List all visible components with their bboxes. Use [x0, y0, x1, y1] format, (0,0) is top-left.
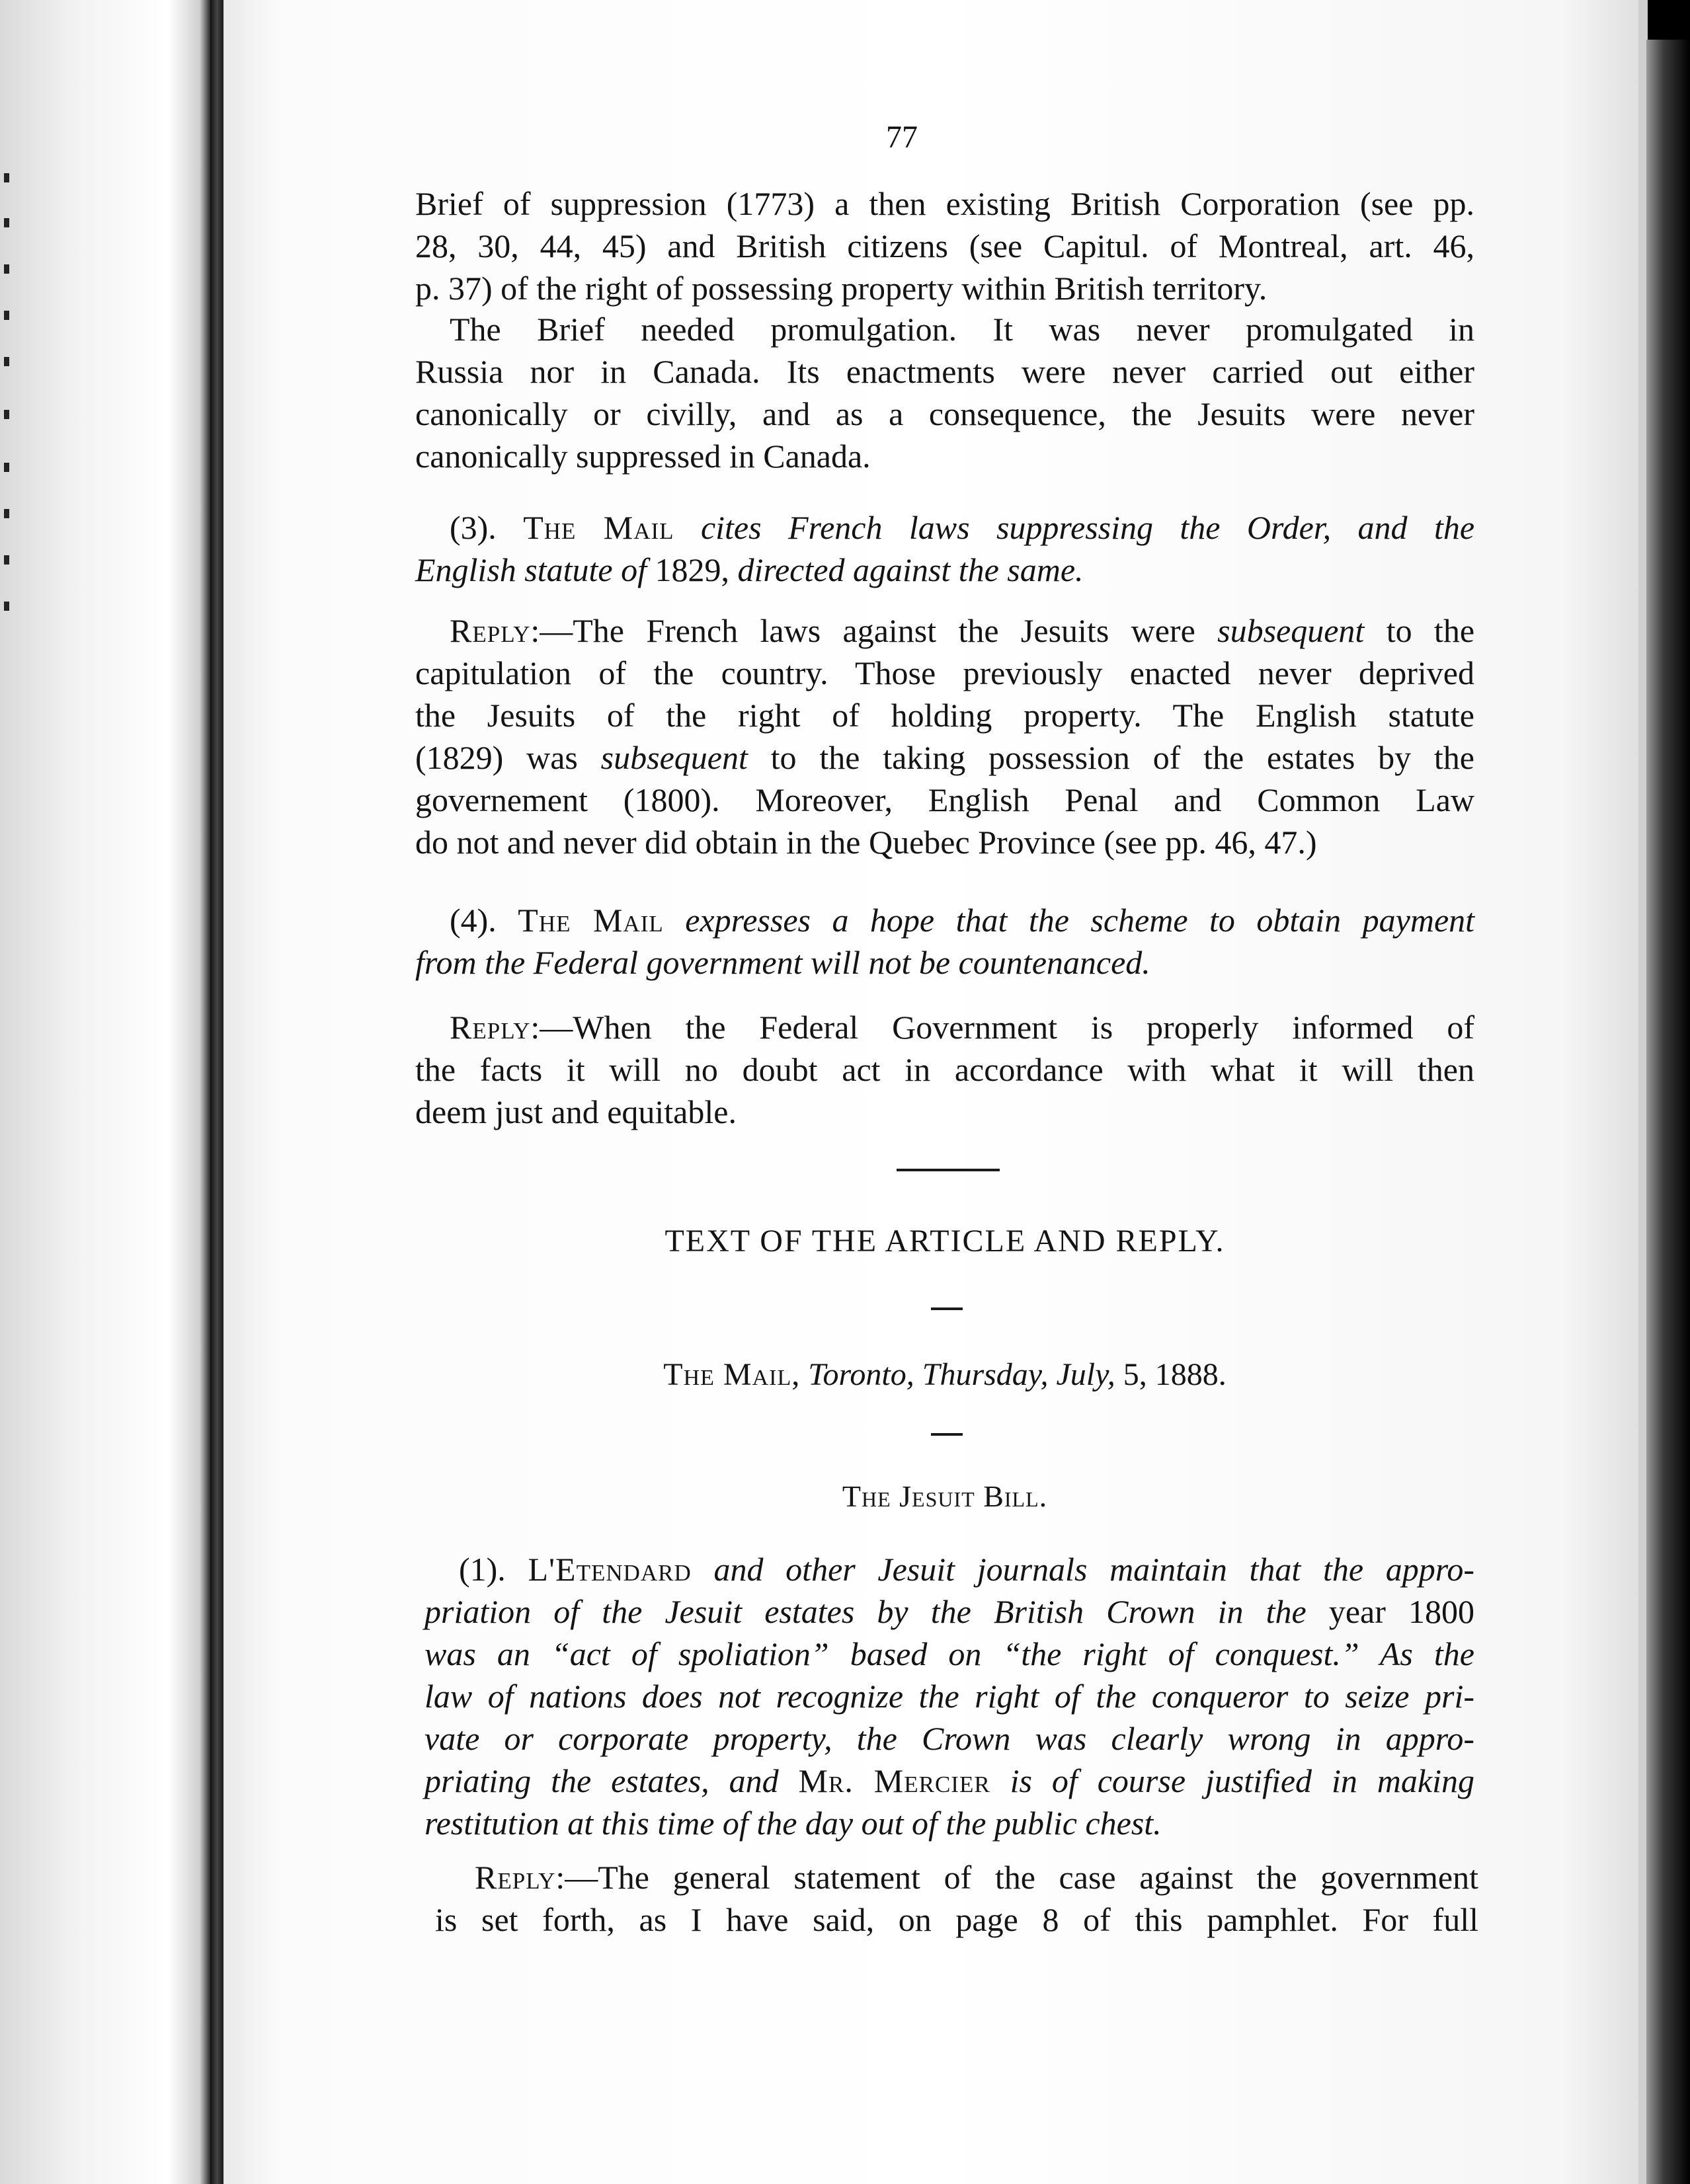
short-rule	[931, 1307, 963, 1310]
year: year 1800	[1328, 1593, 1474, 1630]
text-line	[435, 1856, 1478, 1898]
ink-mark	[4, 218, 9, 227]
person-name: Mr. Mercier	[798, 1762, 990, 1799]
text-line	[415, 506, 1474, 549]
italic-text: subsequent	[600, 739, 748, 776]
italic-text: subsequent	[1217, 612, 1365, 649]
ink-mark	[4, 509, 9, 518]
italic-text: priation of the Jesuit estates by the British Crown in the	[424, 1593, 1307, 1630]
italic-text: is of course justified in making	[1010, 1762, 1474, 1799]
text-line	[415, 609, 1474, 652]
point-1-paragraph	[424, 1548, 1474, 1844]
text-line	[415, 899, 1474, 941]
point-number: (3).	[450, 509, 497, 546]
newspaper-name: The Mail,	[663, 1357, 801, 1392]
page-number: 77	[886, 120, 918, 155]
text-line	[424, 1760, 1474, 1802]
italic-text: English statute of	[415, 551, 647, 588]
book-edge-shadow	[1646, 40, 1690, 2184]
section-heading: TEXT OF THE ARTICLE AND REPLY.	[664, 1224, 1225, 1259]
newspaper-name: L'Etendard	[528, 1551, 692, 1588]
text-run: :—The general statement of the case against the government	[555, 1859, 1478, 1896]
text-line: 28, 30, 44, 45) and British citizens (see Capitul. of Montreal, art. 46,	[415, 227, 1474, 264]
text-line: deem just and equitable.	[415, 1093, 737, 1130]
text-line: restitution at this time of the day out of the public chest.	[424, 1805, 1162, 1842]
ink-mark	[4, 463, 9, 472]
place-date: Toronto, Thursday, July,	[808, 1357, 1115, 1392]
newspaper-name: The Mail	[523, 509, 674, 546]
point-4-paragraph	[415, 899, 1474, 984]
text-line: canonically suppressed in Canada.	[415, 438, 871, 475]
text-line: p. 37) of the right of possessing property within British territory.	[415, 270, 1268, 307]
year: 1829,	[655, 551, 729, 588]
text-run: :—When the Federal Government is properly informed of	[530, 1009, 1474, 1046]
ink-mark	[4, 410, 9, 419]
text-line: from the Federal government will not be countenanced.	[415, 944, 1150, 981]
ink-mark	[4, 602, 9, 611]
text-run: to the taking possession of the estates by the	[770, 739, 1474, 776]
text-line	[415, 736, 1474, 779]
text-line: is set forth, as I have said, on page 8 of this pamphlet. For full	[435, 1901, 1478, 1938]
italic-text: cites French laws suppressing the Order, and the	[700, 509, 1475, 546]
ink-mark	[4, 357, 9, 366]
text-line: vate or corporate property, the Crown was clearly wrong in appro-	[424, 1720, 1474, 1757]
short-rule	[931, 1433, 963, 1436]
point-3-paragraph	[415, 506, 1474, 591]
section-divider	[897, 1169, 1000, 1171]
dateline	[415, 1354, 1474, 1396]
text-line: was an “act of spoliation” based on “the right of conquest.” As the	[424, 1635, 1474, 1672]
day: 5,	[1123, 1357, 1147, 1392]
text-line	[424, 1590, 1474, 1633]
point-number: (4).	[450, 902, 497, 939]
ink-mark	[4, 555, 9, 565]
ink-mark	[4, 311, 9, 320]
text-line: do not and never did obtain in the Quebec Province (see pp. 46, 47.)	[415, 824, 1317, 861]
article-title: The Jesuit Bill.	[842, 1479, 1048, 1513]
point-number: (1).	[459, 1551, 506, 1588]
italic-text: expresses a hope that the scheme to obtain payment	[685, 902, 1475, 939]
reply-3-paragraph	[415, 609, 1474, 863]
text-line: The Brief needed promulgation. It was never promulgated in	[450, 311, 1474, 348]
text-line: capitulation of the country. Those previously enacted never deprived	[415, 654, 1474, 691]
italic-text: priating the estates, and	[424, 1762, 779, 1799]
ink-mark	[4, 173, 9, 182]
newspaper-name: The Mail	[518, 902, 664, 939]
intro-paragraph	[415, 182, 1474, 309]
year: 1888.	[1154, 1357, 1227, 1392]
text-line: the facts it will no doubt act in accordance with what it will then	[415, 1051, 1474, 1088]
text-line: the Jesuits of the right of holding property. The English statute	[415, 697, 1474, 734]
text-line: law of nations does not recognize the right of the conqueror to seize pri-	[424, 1678, 1474, 1715]
italic-text: directed against the same.	[737, 551, 1084, 588]
text-line: canonically or civilly, and as a consequence, the Jesuits were never	[415, 395, 1474, 432]
promulgation-paragraph	[415, 308, 1474, 477]
text-line: Brief of suppression (1773) a then existing British Corporation (see pp.	[415, 185, 1474, 222]
text-run: to the	[1386, 612, 1475, 649]
italic-text: and other Jesuit journals maintain that the appro-	[713, 1551, 1475, 1588]
text-run: :—The French laws against the Jesuits were	[530, 612, 1195, 649]
text-line	[424, 1548, 1474, 1590]
text-line	[415, 1006, 1474, 1048]
ink-mark	[4, 264, 9, 274]
reply-4-paragraph	[415, 1006, 1474, 1133]
previous-page-edge	[0, 0, 210, 2184]
text-line: governement (1800). Moreover, English Penal and Common Law	[415, 781, 1474, 818]
text-line: Russia nor in Canada. Its enactments were never carried out either	[415, 353, 1474, 390]
text-line	[415, 549, 1474, 591]
reply-label: Reply	[475, 1859, 556, 1896]
reply-label: Reply	[450, 612, 531, 649]
text-run: (1829) was	[415, 739, 578, 776]
book-gutter	[210, 0, 223, 2184]
reply-1-paragraph	[435, 1856, 1478, 1941]
reply-label: Reply	[450, 1009, 531, 1046]
